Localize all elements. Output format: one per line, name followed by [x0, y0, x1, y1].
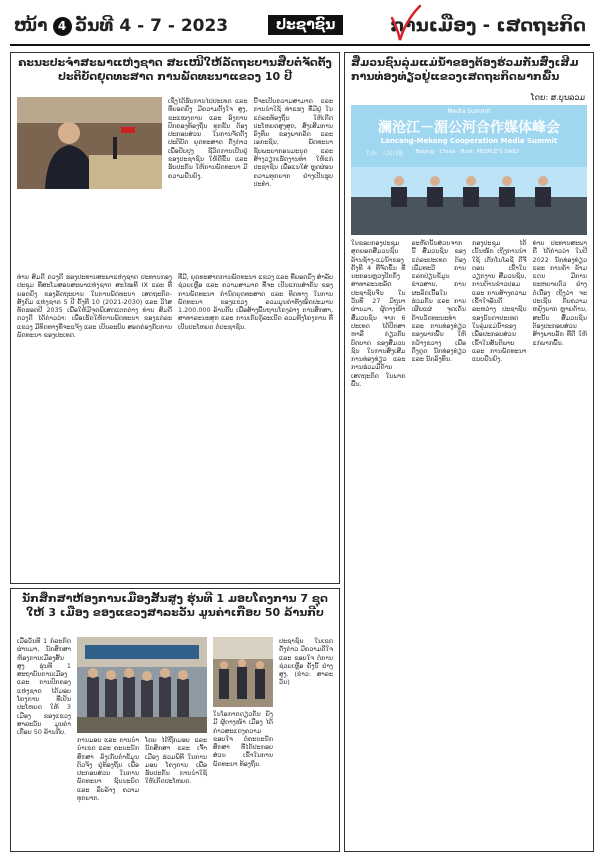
- article-media-summit: [344, 52, 594, 852]
- media-summit-photo: [351, 105, 587, 235]
- students-handover-photo: [77, 637, 207, 733]
- article-students-column: ການມອບ ແລະ ການນຳນຳເຂດ ແລະ ຄະນະນັກສຶກສາ ລົງເກັບກຳຂໍ້ມູນ ຕົວຈິງ ຢູ່ທ້ອງຖິ່ນ ເພື່ອປະກອບສ່ວນ ໃນການພັດທະນາ ຊົນນະບົດ ແລະ ລຶບລ້າງ ຄວາມທຸກຍາກ.: [77, 736, 139, 803]
- article-media-column: ກອງປະຊຸມ ໄດ້ເນັ້ນໜັກ ເຖິງການນຳໃຊ້ ເຕັກໂນໂລຊີ ດີຈີຕອນ ເຂົ້າໃນວຽກງານ ສື່ມວນຊົນ, ການຕ້ານຂ່າວປອມ ແລະ ການສ້າງຄວາມເຂົ້າໃຈອັນດີ ລະຫວ່າງ ປະຊາຊົນ ຂອງບັນດາປະເທດ ໃນລຸ່ມແມ່ນ້ຳຂອງ ເພື່ອປະກອບສ່ວນ ເຂົ້າໃນສັນຕິພາບ ແລະ ການພັດທະນາ ແບບຍືນຍົງ.: [472, 239, 527, 364]
- page-label: ໜ້າ: [14, 16, 48, 36]
- article-students-column: ໂດຍ ໄດ້ຖືກມອບ ແລະ ນັກສຶກສາ ແລະ ເຈົ້າເມືອງ ຮ່ວມພິທີ ໃນການມອບ ໂຄງການ ເພື່ອຮັບປະກັນ ການນຳໃຊ້ ໃຫ້ເກີດປະໂຫຍດ.: [145, 736, 207, 786]
- red-check-mark-icon: [388, 4, 422, 42]
- assembly-speaker-photo: [17, 97, 162, 189]
- photo-top-label: Media Summit: [447, 108, 491, 115]
- article-media-headline: ສື່ມວນຊົນລຸ່ມແມ່ນ້ຳຂອງຕ້ອງຮ່ວມກັນສົ່ງເສີມ ການທ່ອງທ່ຽວຢູ່ແຂວງເສດຖະກິດພາກພື້ນ: [351, 56, 579, 83]
- article-media-column: ໃນຂອບກອງປະຊຸມສຸດຍອດສື່ມວນຊົນລ້ານຊ້າງ-ແມ່ນ້ຳຂອງ ຄັ້ງທີ 4 ທີ່ຈັດຂຶ້ນ ທີ່ນະຄອນຫຼວງປັກກິ່ງ ສາທາລະນະລັດ ປະຊາຊົນຈີນ ໃນວັນທີ 27 ມິຖຸນາ ຜ່ານມາ, ຜູ້ຕາງໜ້າ ສື່ມວນຊົນ ຈາກ 6 ປະເທດ ໄດ້ປຶກສາຫາລື ກ່ຽວກັບ ບົດບາດ ຂອງສື່ມວນຊົນ ໃນການສົ່ງເສີມການທ່ອງທ່ຽວ ແລະ ການຮ່ວມມືດ້ານເສດຖະກິດ ໃນພາກພື້ນ.: [351, 239, 406, 389]
- photo-place-label: Beijing · China · Host: PEOPLE'S DAILY: [415, 149, 520, 155]
- article-assembly: [10, 52, 340, 584]
- photo-subtitle: Lancang-Mekong Cooperation Media Summit: [380, 137, 558, 145]
- article-assembly-column: ທ່ານ ສົມດີ ດວງດີ ຮອງປະທານສະພາແຫ່ງຊາດ ປະທານກອງປະຊຸມ ທີ່ສະໂມສອນສະພາແຫ່ງຊາດ ສະໄໝທີ IX ແລະ ທີ່ຍອດຍິ່ງ ຂອງລັດຖະບານ ໃນການພັດທະນາ ເສດຖະກິດ-ສັງຄົມ ແຫ່ງຊາດ 5 ປີ ຄັ້ງທີ 10 (2021-2030) ແລະ ວິໄສທັດຮອດປີ 2035 ເພື່ອໃຫ້ມີຈຸດພິເສດແຕກຕ່າງ ທ່ານ ສົມດີ ດວງດີ ໄດ້ກ່າວວ່າ: ເພື່ອເຮັດໃຫ້ການພັດທະນາ ຂອງແຕ່ລະແຂວງ ມີທິດທາງທີ່ຈະແຈ້ງ ແລະ ເປັນລະບົບ ສອດຄ່ອງກັບການພັດທະນາ ຂອງປະເທດ.: [17, 273, 172, 340]
- issue-date: ວັນທີ 4 - 7 - 2023: [75, 16, 229, 36]
- article-media-column: ທ່ານ ປະທານສະພາ ຄື ໄດ້ກ່າວວ່າ ໃນປີ 2022 ນັກທ່ອງທ່ຽວ ແລະ ການຄ້າ ຂ້າມແດນ ມີການຂະຫຍາຍຕົວ ຢ່າງຕໍ່ເນື່ອງ ເຖິງວ່າ ຈະປະເຊີນ ກັບຄວາມຫຍຸ້ງຍາກ ຫຼາຍດ້ານ, ສະນັ້ນ ສື່ມວນຊົນ ຕ້ອງປະກອບສ່ວນ ສ້າງພາບລັກ ທີ່ດີ ໃຫ້ແກ່ພາກພື້ນ.: [532, 239, 587, 347]
- article-students-column: ໃນໂອກາດດຽວກັນ ຍັງມີ ຜູ້ຕາງໜ້າ ເມືອງ ໄດ້ກ່າວສະແດງຄວາມຂອບໃຈ ຕໍ່ຄະນະນັກສຶກສາ ທີ່ໄດ້ປະກອບສ່ວນ ເຂົ້າໃນການພັດທະນາ ທ້ອງຖິ່ນ.: [213, 710, 273, 768]
- students-group-photo: [213, 637, 273, 707]
- article-media-column: ລະຫັດນັ້ນສ່ວນຈາກນີ້ ສື່ມວນຊົນ ຂອງແຕ່ລະປະເທດ ຕ້ອງເພີ່ມທະວີ ການແລກປ່ຽນຂໍ້ມູນຂ່າວສານ, ການຜະລິດເນື້ອໃນ ຮ່ວມກັນ ແລະ ການເຜີຍແຜ່ ຈຸດເດັ່ນ ດ້ານວັດທະນະທຳ ແລະ ການທ່ອງທ່ຽວ ຂອງພາກພື້ນ ໃຫ້ກວ້າງຂວາງ ເພື່ອດຶງດູດ ນັກທ່ອງທ່ຽວ ແລະ ນັກລົງທຶນ.: [411, 239, 466, 364]
- section-title: ການເມືອງ - ເສດຖະກິດ: [390, 15, 586, 36]
- page-number-badge: 4: [53, 17, 72, 36]
- article-students: [10, 588, 340, 852]
- article-assembly-headline: ຄະນະປະຈຳສະພາແຫ່ງຊາດ ສະເໜີໃຫ້ລັດຖະບານສືບຕໍ່ຈັດຕັ້ງປະຕິບັດຍຸດທະສາດ ການພັດທະນາແຂວງ 10 ປີ: [18, 56, 332, 83]
- photo-host-label: 主办：人民日报: [365, 151, 404, 157]
- article-assembly-column: ນີ້ຈະເປັນຄວາມສາມາດ ແລະ ການນຳໃຊ້ ທ່າແຮງ ທີ່ມີຢູ່ ໃນແຕ່ລະທ້ອງຖິ່ນ ໃຫ້ເກີດປະໂຫຍດສູງສຸດ, ສົ່ງເສີມການລົງທຶນ ຂອງພາກລັດ ແລະ ເອກະຊົນ, ພັດທະນາຊັບພະຍາກອນມະນຸດ ແລະ ສ້າງວຽກເຮັດງານທຳ ໃຫ້ແກ່ປະຊາຊົນ ເພື່ອແນໃສ່ ຫຼຸດຜ່ອນຄວາມທຸກຍາກ ຢ່າງເປັນຮູບປະທຳ.: [253, 97, 333, 188]
- photo-title-chinese: 澜沧江－湄公河合作媒体峰会: [378, 120, 560, 136]
- article-students-headline: ນັກສຶກສາຫ້ອງການເມືອງສັ້ນສູງ ຮຸ່ນທີ 1 ມອບໂຄງການ 7 ຊຸດໃຫ້ 3 ເມືອງ ຂອງແຂວງສາລະວັນ ມູນຄ່າເກືອບ 50 ລ້ານກີບ: [22, 592, 328, 619]
- article-media-byline: ໂດຍ: ສ.ບຸນລວມ: [530, 93, 585, 102]
- page-number-block: [14, 16, 72, 36]
- article-assembly-column: ເຊິ່ງໄດ້ຮັບການໄປປະເທດ ແລະ ທີ່ຍອດຍິ່ງ ມີຄວາມຕັ້ງໃຈ ສູງ, ຂະແໜງການ ແລະ ອົງການປົກຄອງທ້ອງຖິ່ນ ທຸກຂັ້ນ ຕ້ອງປະກອບສ່ວນ ໃນການຈັດຕັ້ງປະຕິບັດ ຍຸດທະສາດ ດັ່ງກ່າວ ເພື່ອປັບປຸງ ຊີວິດການເປັນຢູ່ ຂອງປະຊາຊົນ ໃຫ້ດີຂຶ້ນ ແລະ ຮັບປະກັນ ໃຫ້ການພັດທະນາ ມີຄວາມຍືນຍົງ.: [168, 97, 248, 180]
- paper-logo: ປະຊາຊົນ: [268, 15, 343, 35]
- masthead-divider: [10, 44, 590, 46]
- article-students-column: ປະຊາຊົນ ໃນເຂດ ດັ່ງກ່າວ ມີຄວາມດີໃຈ ແລະ ຂອບໃຈ ຕໍ່ການຊ່ວຍເຫຼືອ ຄັ້ງນີ້ ຢ່າງສູງ. (ຂ່າວ: ສາລະວັນ): [279, 637, 333, 687]
- article-assembly-column: ທີ່ມີ, ຍຸດທະສາດການພັດທະນາ ແຂວງ ແລະ ທີ່ຍອດຍິ່ງ ສຳລັບຊ່ວຍເຫຼືອ ແລະ ຄວາມສາມາດ ທີ່ຈະ ເປັນແກນສຳຄັນ ຂອງການພັດທະນາ ກຳນົດຍຸດທະສາດ ແລະ ທິດທາງ ໃນການພັດທະນາ ຂອງແຂວງ ລວມມູນຄ່າທັງໝົດປະມານ 1.200.000 ລ້ານກີບ ເພື່ອສ້າງພື້ນຖານໂຄງລ່າງ ການສຶກສາ, ສາທາລະນະສຸກ ແລະ ການເກັບກູ້ລະເບີດ ລວມທັງໂຄງການ ທີ່ເປັນປະໂຫຍດ ຕໍ່ປະຊາຊົນ.: [178, 273, 333, 331]
- article-students-column: ເມື່ອວັນທີ 1 ກໍລະກົດ ຜ່ານມາ, ນັກສຶກສາຫ້ອງການເມືອງສັ້ນສູງ ຮຸ່ນທີ 1 ສະຖາບັນການເມືອງ ແລະ ການປົກຄອງແຫ່ງຊາດ ໄດ້ມອບໂຄງການ ທີ່ເປັນປະໂຫຍດ ໃຫ້ 3 ເມືອງ ຂອງແຂວງສາລະວັນ ມູນຄ່າເກືອບ 50 ລ້ານກີບ.: [17, 637, 71, 737]
- masthead: [0, 0, 600, 46]
